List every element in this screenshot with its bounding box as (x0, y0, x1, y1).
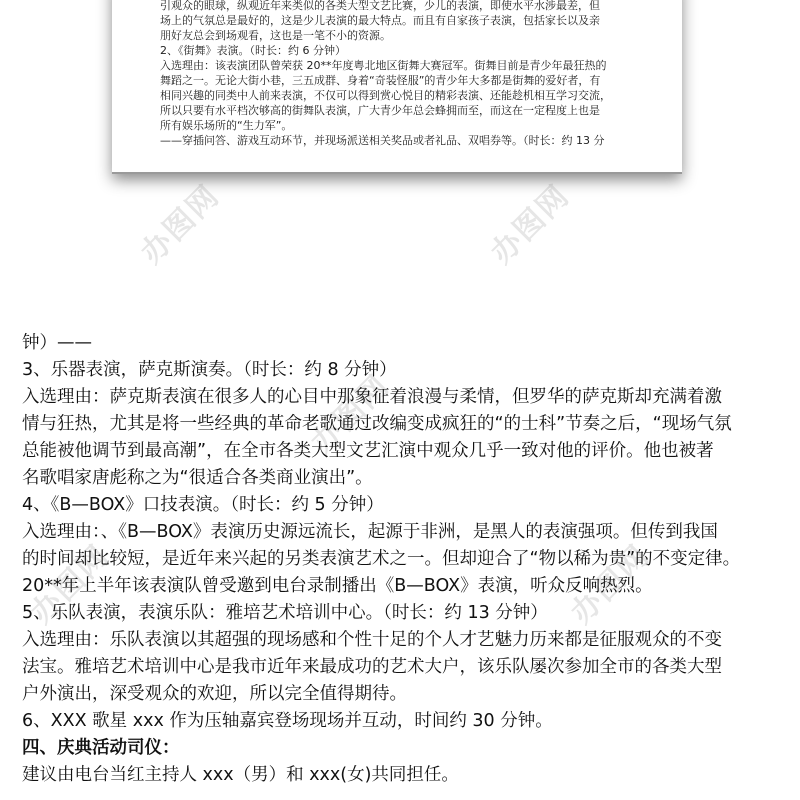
document-body (22, 330, 782, 789)
preview-text (112, 0, 682, 148)
preview-line: ——穿插问答、游戏互动环节，并现场派送相关奖品或者礼品、双唱券等。（时长：约 13 分 (160, 134, 605, 147)
body-line: 的时间却比较短，是近年来兴起的另类表演艺术之一。但却迎合了“物以稀为贵”的不变定律。 (22, 549, 741, 569)
watermark: 办图网 (484, 178, 577, 271)
body-line: 钟）—— (22, 333, 92, 353)
watermark: 办图网 (134, 178, 227, 271)
preview-line: 场上的气氛总是最好的，这是少儿表演的最大特点。而且有自家孩子表演，包括家长以及亲 (160, 14, 600, 27)
document-preview-card (112, 0, 682, 174)
item-heading: 3、乐器表演，萨克斯演奏。（时长：约 8 分钟） (22, 360, 397, 380)
item-heading: 4、《B—BOX》口技表演。（时长：约 5 分钟） (22, 495, 384, 515)
preview-line: 所有娱乐场所的“生力军”。 (160, 119, 293, 132)
preview-line: 朋好友总会到场观看，这也是一笔不小的资源。 (160, 29, 391, 42)
item-heading: 6、XXX 歌星 xxx 作为压轴嘉宾登场现场并互动，时间约 30 分钟。 (22, 711, 553, 731)
body-line: 建议由电台当红主持人 xxx（男）和 xxx(女)共同担任。 (22, 765, 459, 785)
body-line: 入选理由：萨克斯表演在很多人的心目中那象征着浪漫与柔情，但罗华的萨克斯却充满着激 (22, 387, 722, 407)
body-line: 入选理由：乐队表演以其超强的现场感和个性十足的个人才艺魅力历来都是征服观众的不变 (22, 630, 722, 650)
section-heading: 四、庆典活动司仪： (22, 738, 180, 758)
body-line: 20**年上半年该表演队曾受邀到电台录制播出《B—BOX》表演，听众反响热烈。 (22, 576, 653, 596)
body-line: 情与狂热，尤其是将一些经典的革命老歌通过改编变成疯狂的“的士科”节奏之后，“现场气氛 (22, 414, 732, 434)
preview-line: 引观众的眼球，纵观近年来类似的各类大型文艺比赛，少儿的表演，即使水平水涉最差，但 (160, 0, 600, 12)
preview-line: 2、《街舞》表演。（时长：约 6 分钟） (160, 44, 346, 57)
body-line: 入选理由：、《B—BOX》表演历史源远流长，起源于非洲，是黑人的表演强项。但传到我国 (22, 522, 718, 542)
body-line: 总能被他调节到最高潮”，在全市各类大型文艺汇演中观众几乎一致对他的评价。他也被著 (22, 441, 714, 461)
watermark: 办图网 (564, 538, 657, 631)
preview-line: 相同兴趣的同类中人前来表演，不仅可以得到赏心悦目的精彩表演、还能趁机相互学习交流， (160, 89, 611, 102)
preview-line: 入选理由：该表演团队曾荣获 20**年度粤北地区街舞大赛冠军。街舞目前是青少年最狂热的 (160, 59, 607, 72)
watermark: 办图网 (304, 368, 397, 461)
body-line: 名歌唱家唐彪称之为“很适合各类商业演出”。 (22, 468, 373, 488)
preview-line: 舞蹈之一。无论大街小巷，三五成群、身着“奇装怪服”的青少年大多都是街舞的爱好者，有 (160, 74, 601, 87)
preview-line: 所以只要有水平档次够高的街舞队表演，广大青少年总会蜂拥而至，而这在一定程度上也是 (160, 104, 600, 117)
body-line: 法宝。雅培艺术培训中心是我市近年来最成功的艺术大户，该乐队屡次参加全市的各类大型 (22, 657, 722, 677)
watermark: 办图网 (24, 538, 117, 631)
item-heading: 5、乐队表演，表演乐队：雅培艺术培训中心。（时长：约 13 分钟） (22, 603, 548, 623)
body-line: 户外演出，深受观众的欢迎，所以完全值得期待。 (22, 684, 407, 704)
